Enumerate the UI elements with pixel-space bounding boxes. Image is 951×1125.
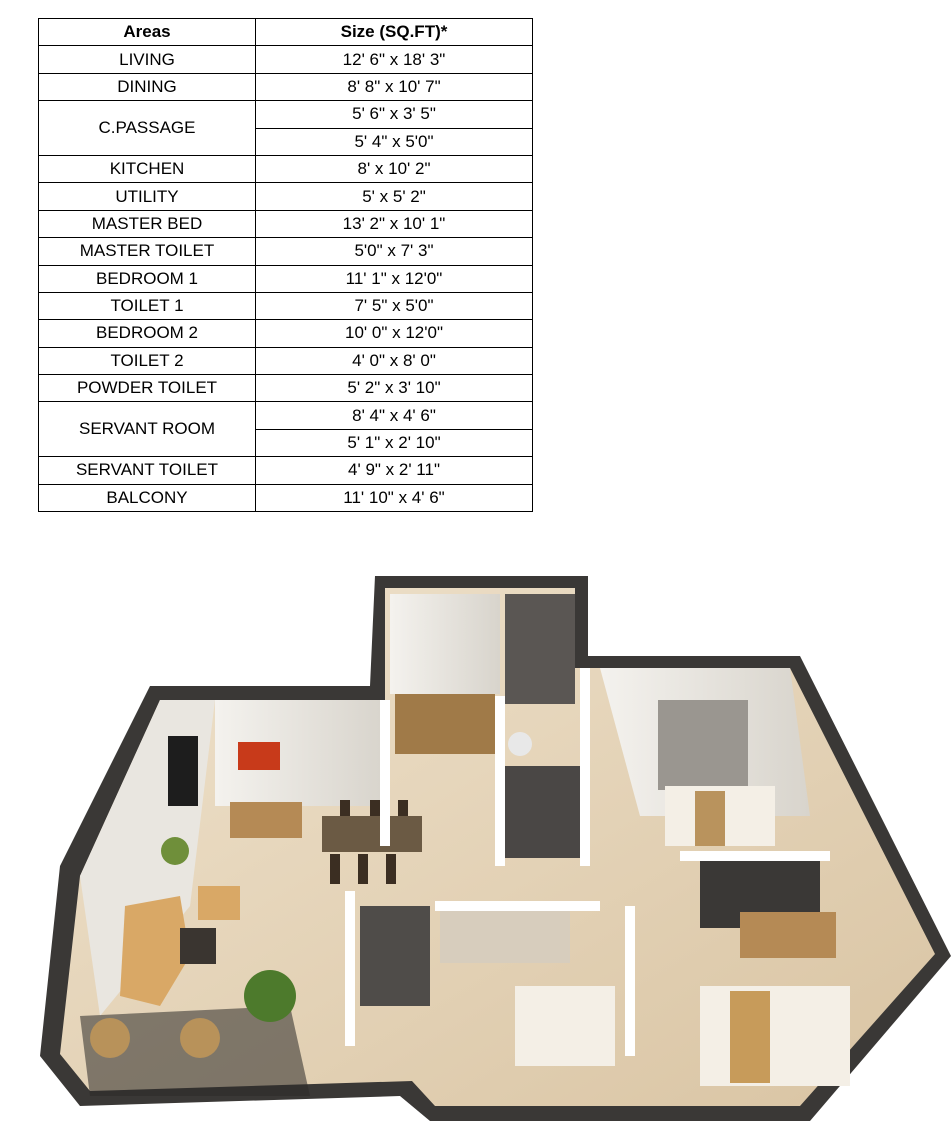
kitchen-counter [395, 694, 495, 754]
table-row [39, 155, 533, 182]
dining-table [322, 816, 422, 852]
size-cell: 5'0" x 7' 3" [256, 238, 533, 265]
wall-painting [238, 742, 280, 770]
area-cell: SERVANT ROOM [39, 402, 256, 457]
table-row [39, 73, 533, 100]
armchair [198, 886, 240, 920]
bedroom-1-wall [440, 908, 570, 963]
size-cell: 8' 4" x 4' 6" [256, 402, 533, 429]
table-row [39, 265, 533, 292]
table-row [39, 457, 533, 484]
table-body [39, 46, 533, 512]
area-cell: POWDER TOILET [39, 375, 256, 402]
size-cell: 11' 1" x 12'0" [256, 265, 533, 292]
size-cell: 7' 5" x 5'0" [256, 292, 533, 319]
area-cell: TOILET 2 [39, 347, 256, 374]
table-row [39, 347, 533, 374]
area-cell: MASTER BED [39, 210, 256, 237]
table-row [39, 183, 533, 210]
area-cell: BEDROOM 1 [39, 265, 256, 292]
area-cell: MASTER TOILET [39, 238, 256, 265]
powder-toilet [360, 906, 430, 1006]
table-row [39, 238, 533, 265]
table-row [39, 402, 533, 429]
size-cell: 5' 2" x 3' 10" [256, 375, 533, 402]
sideboard [230, 802, 302, 838]
area-cell: UTILITY [39, 183, 256, 210]
area-cell: DINING [39, 73, 256, 100]
area-cell: C.PASSAGE [39, 101, 256, 156]
area-cell: BEDROOM 2 [39, 320, 256, 347]
size-cell: 5' 4" x 5'0" [256, 128, 533, 155]
floor-plan-3d-render [40, 576, 951, 1121]
kitchen-wall [390, 594, 500, 694]
coffee-table [180, 928, 216, 964]
bedroom-1-bed [515, 986, 615, 1066]
size-cell: 5' 6" x 3' 5" [256, 101, 533, 128]
table-row [39, 484, 533, 511]
size-cell: 10' 0" x 12'0" [256, 320, 533, 347]
area-cell: BALCONY [39, 484, 256, 511]
table-row [39, 101, 533, 128]
bedroom-2-bed [700, 986, 850, 1086]
size-cell: 4' 0" x 8' 0" [256, 347, 533, 374]
header-size: Size (SQ.FT)* [256, 19, 533, 46]
header-areas: Areas [39, 19, 256, 46]
area-cell: SERVANT TOILET [39, 457, 256, 484]
size-cell: 5' 1" x 2' 10" [256, 429, 533, 456]
curtain [658, 700, 748, 790]
table-row [39, 320, 533, 347]
size-cell: 11' 10" x 4' 6" [256, 484, 533, 511]
toilet-2 [502, 766, 582, 858]
utility-wall [505, 594, 575, 704]
dresser [740, 912, 836, 958]
area-cell: KITCHEN [39, 155, 256, 182]
plant [244, 970, 296, 1022]
size-cell: 12' 6" x 18' 3" [256, 46, 533, 73]
area-cell: TOILET 1 [39, 292, 256, 319]
size-cell: 4' 9" x 2' 11" [256, 457, 533, 484]
area-size-table [38, 18, 533, 512]
size-cell: 8' x 10' 2" [256, 155, 533, 182]
table-row [39, 375, 533, 402]
size-cell: 5' x 5' 2" [256, 183, 533, 210]
doorway [168, 736, 198, 806]
size-cell: 13' 2" x 10' 1" [256, 210, 533, 237]
table-row [39, 292, 533, 319]
table-row [39, 210, 533, 237]
size-cell: 8' 8" x 10' 7" [256, 73, 533, 100]
table-row [39, 46, 533, 73]
area-cell: LIVING [39, 46, 256, 73]
table-header-row [39, 19, 533, 46]
